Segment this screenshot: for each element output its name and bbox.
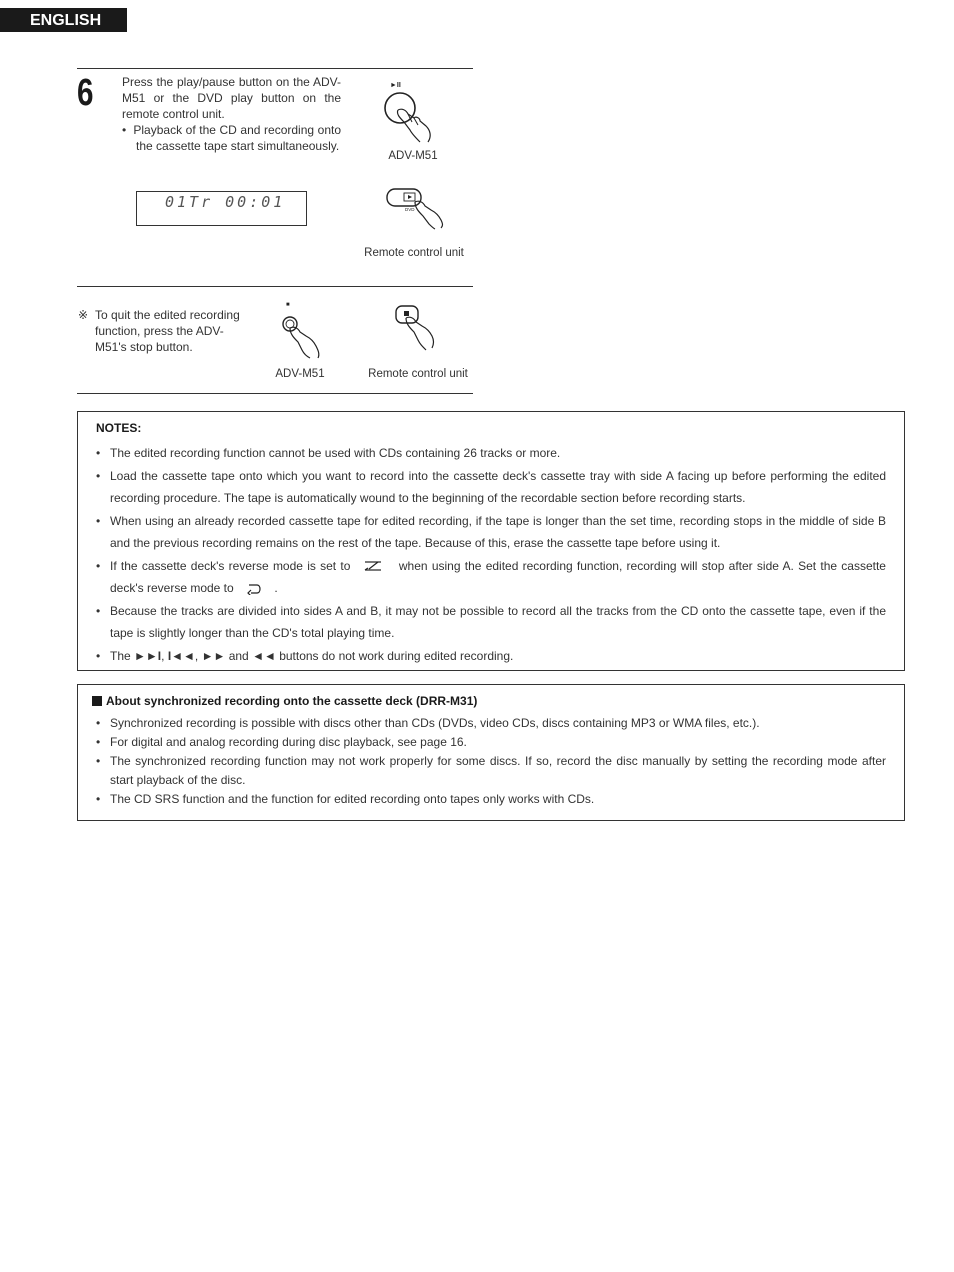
step-instruction-text: Press the play/pause button on the ADV-M51 or the DVD play button on the remote control unit. [122, 75, 341, 121]
separator: , [161, 648, 165, 663]
stop-symbol: ■ [286, 302, 290, 308]
list-item: • Load the cassette tape onto which you want to record into the cassette deck's cassette tray with side A facing up before performing the edited recording procedure. The tape is automatically wound to the beginning of the recordable section before recording starts. [96, 465, 886, 510]
divider-bottom [77, 393, 473, 394]
notes-box [77, 411, 905, 671]
language-tab: ENGLISH [0, 8, 127, 32]
sync-box [77, 684, 905, 821]
divider-middle [77, 286, 473, 287]
quit-text: To quit the edited recording function, press the ADV-M51's stop button. [95, 308, 240, 354]
reverse-text-2: when using the edited recording function, recording will stop after side A. Set the cassette deck's reverse mode to [110, 558, 886, 595]
list-item: • For digital and analog recording during disc playback, see page 16. [96, 733, 886, 752]
reverse-text-3: . [274, 581, 278, 595]
reverse-text-1: If the cassette deck's reverse mode is set to [110, 558, 351, 573]
hand-press-stop-icon [280, 314, 326, 360]
reference-mark-icon: ※ [78, 308, 89, 322]
fast-forward-icon: ►► [201, 648, 226, 663]
list-item: • The edited recording function cannot be used with CDs containing 26 tracks or more. [96, 442, 886, 465]
separator: , [194, 648, 199, 663]
buttons-suffix: buttons do not work during edited recording. [279, 648, 514, 663]
list-item: • Synchronized recording is possible with discs other than CDs (DVDs, video CDs, discs containing MP3 or WMA files, etc.). [96, 714, 886, 733]
skip-forward-icon: ►►I [134, 648, 162, 663]
rewind-icon: ◄◄ [252, 648, 276, 663]
quit-instructions [78, 307, 253, 355]
lcd-display: 01Tr 00:01 [136, 191, 307, 226]
list-item: • The synchronized recording function may not work properly for some discs. If so, record the disc manually by setting the recording mode after start playback of the disc. [96, 752, 886, 790]
list-item: • Because the tracks are divided into sides A and B, it may not be possible to record all the tracks from the CD onto the cassette tape, even if the tape is slightly longer than the CD's total playing time. [96, 600, 886, 645]
square-bullet-icon [92, 696, 102, 706]
play-pause-symbol: ►II [390, 82, 401, 89]
list-item: • When using an already recorded cassette tape for edited recording, if the tape is longer than the set time, recording stops in the middle of side B and the previous recording remains on the rest of the tape. Because of this, erase the cassette tape before using it. [96, 510, 886, 555]
list-item [96, 645, 886, 668]
step-instructions [122, 74, 341, 154]
quit-remote-caption: Remote control unit [368, 368, 468, 380]
step-bullet-text: Playback of the CD and recording onto the cassette tape start simultaneously. [133, 123, 341, 153]
list-item [96, 555, 886, 600]
buttons-prefix: The [110, 648, 131, 663]
remote-dvd-play-icon [385, 186, 449, 230]
quit-device-caption: ADV-M51 [275, 368, 325, 380]
notes-list [96, 442, 886, 667]
one-way-reverse-icon [363, 560, 383, 572]
remote-caption: Remote control unit [364, 247, 464, 259]
divider-top [77, 68, 473, 69]
step-number: 6 [77, 72, 93, 114]
loop-reverse-icon [247, 583, 263, 595]
device-caption: ADV-M51 [388, 150, 438, 162]
sync-title [96, 694, 886, 708]
step-bullet: • Playback of the CD and recording onto the cassette tape start simultaneously. [122, 123, 341, 153]
notes-title: NOTES: [96, 421, 142, 435]
list-item: • The CD SRS function and the function for edited recording onto tapes only works with CDs. [96, 790, 886, 809]
remote-stop-icon [392, 304, 440, 352]
hand-press-play-icon [380, 88, 440, 144]
sync-list [96, 714, 886, 809]
skip-back-icon: I◄◄ [167, 648, 195, 663]
and-text: and [228, 648, 249, 663]
remote-button-label: DVD [405, 207, 415, 212]
sync-title-text: About synchronized recording onto the cassette deck (DRR-M31) [106, 694, 478, 708]
